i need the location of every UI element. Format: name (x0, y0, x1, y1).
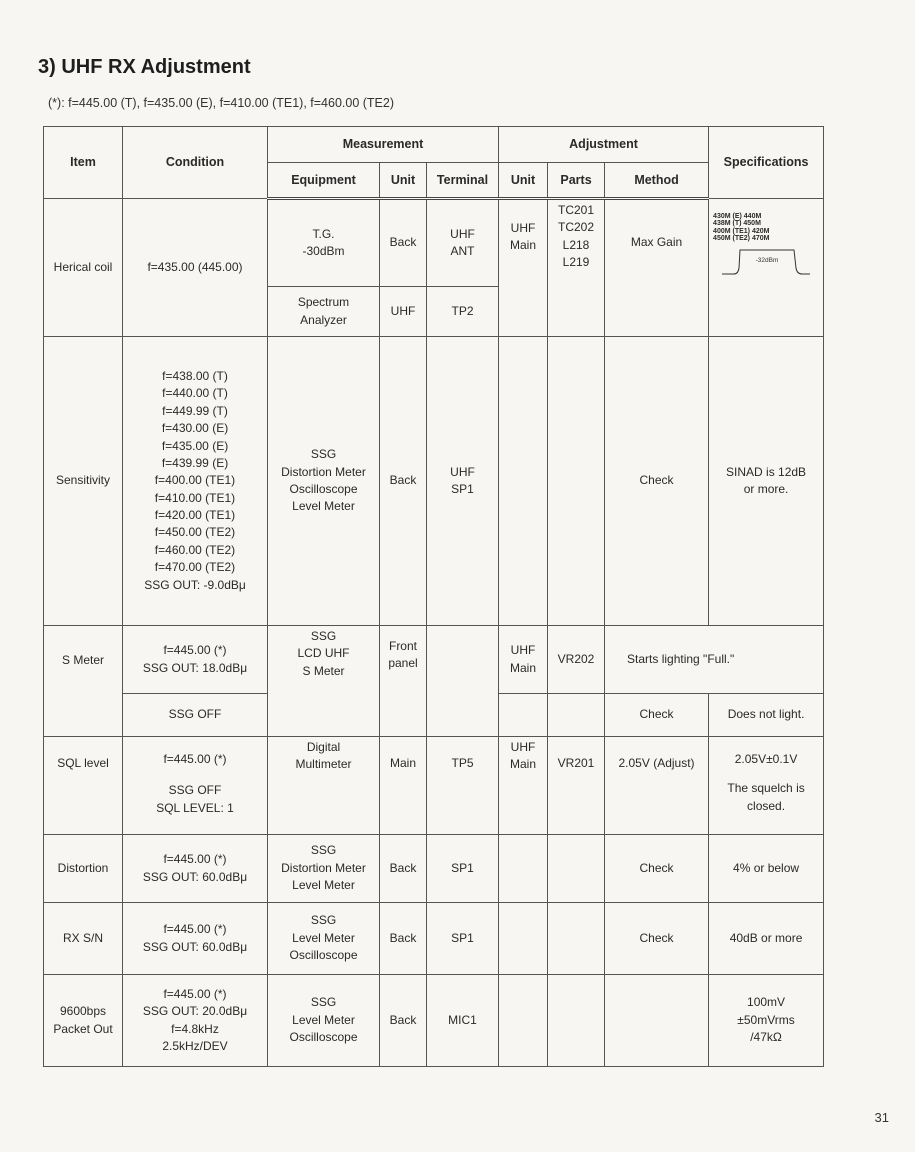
unit-herical: Back (380, 199, 427, 287)
equipment-rx-sn: SSG Level Meter Oscilloscope (268, 903, 380, 975)
header-equipment: Equipment (268, 163, 380, 199)
equipment-herical: T.G. -30dBm (268, 199, 380, 287)
item-packet-out: 9600bps Packet Out (44, 975, 123, 1067)
unit-spectrum: UHF (380, 287, 427, 337)
method-distortion: Check (605, 835, 709, 903)
parts-distortion (548, 835, 605, 903)
condition-s-meter-off: SSG OFF (123, 694, 268, 737)
terminal-packet-out: MIC1 (427, 975, 499, 1067)
header-terminal: Terminal (427, 163, 499, 199)
item-sensitivity: Sensitivity (44, 337, 123, 626)
bandpass-curve-icon (718, 242, 814, 278)
method-sensitivity: Check (605, 337, 709, 626)
parts-s-meter: VR202 (548, 626, 605, 694)
adj-unit-sql-level: UHF Main (499, 737, 548, 835)
condition-sql-level: f=445.00 (*) SSG OFF SQL LEVEL: 1 (123, 737, 268, 835)
terminal-distortion: SP1 (427, 835, 499, 903)
header-method: Method (605, 163, 709, 199)
condition-herical: f=435.00 (445.00) (123, 199, 268, 337)
adj-unit-sensitivity (499, 337, 548, 626)
unit-sensitivity: Back (380, 337, 427, 626)
adj-unit-herical: UHF Main (499, 199, 548, 337)
item-distortion: Distortion (44, 835, 123, 903)
spec-frequency-table: 430M (E) 440M 438M (T) 450M 400M (TE1) 420M 450M (TE2) 470M (713, 213, 770, 243)
parts-sensitivity (548, 337, 605, 626)
method-herical: Max Gain (605, 199, 709, 337)
uhf-rx-adjustment-table (43, 126, 824, 1067)
equipment-distortion: SSG Distortion Meter Level Meter (268, 835, 380, 903)
unit-rx-sn: Back (380, 903, 427, 975)
spec-sql-level: 2.05V±0.1V The squelch is closed. (709, 737, 824, 835)
header-item: Item (44, 127, 123, 199)
method-sql-level: 2.05V (Adjust) (605, 737, 709, 835)
spec-sensitivity: SINAD is 12dB or more. (709, 337, 824, 626)
item-herical-coil: Herical coil (44, 199, 123, 337)
header-unit: Unit (380, 163, 427, 199)
terminal-rx-sn: SP1 (427, 903, 499, 975)
method-s-meter: Starts lighting "Full." (605, 626, 824, 694)
item-s-meter: S Meter (44, 626, 123, 737)
condition-distortion: f=445.00 (*) SSG OUT: 60.0dBμ (123, 835, 268, 903)
adj-unit-rx-sn (499, 903, 548, 975)
parts-herical: TC201 TC202 L218 L219 (548, 199, 605, 337)
terminal-spectrum: TP2 (427, 287, 499, 337)
condition-s-meter: f=445.00 (*) SSG OUT: 18.0dBμ (123, 626, 268, 694)
terminal-sql-level: TP5 (427, 737, 499, 835)
spec-distortion: 4% or below (709, 835, 824, 903)
condition-rx-sn: f=445.00 (*) SSG OUT: 60.0dBμ (123, 903, 268, 975)
equipment-s-meter: SSG LCD UHF S Meter (268, 626, 380, 737)
spec-herical (709, 199, 824, 337)
adj-unit-s-meter: UHF Main (499, 626, 548, 694)
spec-rx-sn: 40dB or more (709, 903, 824, 975)
frequency-note: (*): f=445.00 (T), f=435.00 (E), f=410.00 (TE1), f=460.00 (TE2) (48, 96, 395, 110)
equipment-sql-level: Digital Multimeter (268, 737, 380, 835)
parts-s-meter-off (548, 694, 605, 737)
page-title: 3) UHF RX Adjustment (38, 56, 251, 78)
equipment-sensitivity: SSG Distortion Meter Oscilloscope Level Meter (268, 337, 380, 626)
adj-unit-s-meter-off (499, 694, 548, 737)
terminal-s-meter (427, 626, 499, 737)
parts-packet-out (548, 975, 605, 1067)
header-parts: Parts (548, 163, 605, 199)
unit-packet-out: Back (380, 975, 427, 1067)
spec-level-label: -32dBm (755, 257, 779, 265)
unit-sql-level: Main (380, 737, 427, 835)
header-measurement: Measurement (268, 127, 499, 163)
page-number: 31 (874, 1110, 889, 1125)
condition-sensitivity: f=438.00 (T) f=440.00 (T) f=449.99 (T) f=430.00 (E) f=435.00 (E) f=439.99 (E) f=400.00 (TE1) f=410.00 (TE1) f=420.00 (TE1) f=450.00 (TE2) f=460.00 (TE2) f=470.00 (TE2) SSG OUT: -9.0dBμ (123, 337, 268, 626)
item-rx-sn: RX S/N (44, 903, 123, 975)
spec-s-meter-off: Does not light. (709, 694, 824, 737)
condition-packet-out: f=445.00 (*) SSG OUT: 20.0dBμ f=4.8kHz 2.5kHz/DEV (123, 975, 268, 1067)
adj-unit-distortion (499, 835, 548, 903)
header-adjustment: Adjustment (499, 127, 709, 163)
header-adj-unit: Unit (499, 163, 548, 199)
header-specifications: Specifications (709, 127, 824, 199)
parts-rx-sn (548, 903, 605, 975)
parts-sql-level: VR201 (548, 737, 605, 835)
terminal-herical: UHF ANT (427, 199, 499, 287)
spec-packet-out: 100mV ±50mVrms /47kΩ (709, 975, 824, 1067)
unit-s-meter: Front panel (380, 626, 427, 737)
equipment-spectrum: Spectrum Analyzer (268, 287, 380, 337)
method-rx-sn: Check (605, 903, 709, 975)
equipment-packet-out: SSG Level Meter Oscilloscope (268, 975, 380, 1067)
unit-distortion: Back (380, 835, 427, 903)
item-sql-level: SQL level (44, 737, 123, 835)
header-condition: Condition (123, 127, 268, 199)
adj-unit-packet-out (499, 975, 548, 1067)
method-packet-out (605, 975, 709, 1067)
method-s-meter-off: Check (605, 694, 709, 737)
terminal-sensitivity: UHF SP1 (427, 337, 499, 626)
